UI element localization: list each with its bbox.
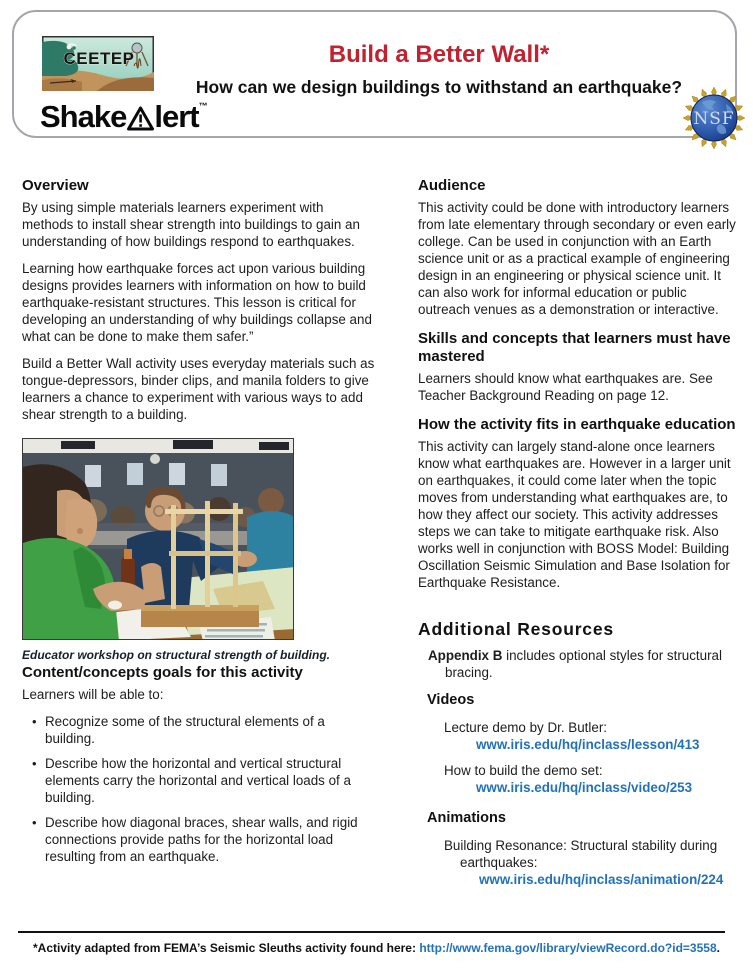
goal-text: Recognize some of the structural elements of a building. bbox=[45, 714, 325, 746]
videos-heading: Videos bbox=[427, 692, 475, 708]
right-column bbox=[418, 177, 740, 897]
workshop-photo bbox=[22, 438, 294, 640]
overview-heading: Overview bbox=[22, 177, 89, 194]
list-item bbox=[32, 814, 376, 865]
workshop-photo-illustration bbox=[23, 439, 294, 640]
header-box bbox=[12, 10, 737, 138]
appendix-note bbox=[428, 647, 740, 681]
appendix-text: includes optional styles for structural bracing. bbox=[445, 648, 722, 680]
appendix-label: Appendix B bbox=[428, 648, 503, 663]
goals-list bbox=[22, 713, 376, 865]
footer-period: . bbox=[716, 941, 720, 955]
shakealert-logo bbox=[40, 100, 208, 134]
video-label: How to build the demo set: bbox=[444, 763, 603, 778]
audience-heading: Audience bbox=[418, 177, 486, 194]
overview-paragraph-2: Learning how earthquake forces act upon various building designs provides learners with information on how to build earthquake-resistant structures. This lesson is critical for developing an understanding of why buildings collapse and what can be done to make them safer.” bbox=[22, 261, 372, 344]
nsf-logo-text: NSF bbox=[693, 109, 735, 129]
animation-link[interactable]: www.iris.edu/hq/inclass/animation/224 bbox=[479, 872, 724, 887]
animation-resource bbox=[444, 837, 740, 888]
shakealert-trademark: ™ bbox=[198, 101, 208, 111]
video-link[interactable]: www.iris.edu/hq/inclass/lesson/413 bbox=[476, 737, 700, 752]
skills-heading: Skills and concepts that learners must have mastered bbox=[418, 330, 731, 365]
additional-resources-heading: Additional Resources bbox=[418, 619, 614, 639]
video-label: Lecture demo by Dr. Butler: bbox=[444, 720, 607, 735]
goals-intro: Learners will be able to: bbox=[22, 687, 164, 702]
goal-text: Describe how diagonal braces, shear walls, and rigid connections provide paths for the horizontal load resulting from an earthquake. bbox=[45, 815, 358, 864]
bullet-icon: • bbox=[32, 714, 37, 729]
title-block bbox=[154, 42, 724, 98]
footer-text: *Activity adapted from FEMA’s Seismic Sleuths activity found here: bbox=[33, 941, 420, 955]
page-subtitle: How can we design buildings to withstand an earthquake? bbox=[195, 77, 683, 97]
shakealert-text-1: Shake bbox=[40, 99, 127, 134]
ceetep-logo-text: CEETEP bbox=[63, 49, 135, 68]
video-resource bbox=[444, 762, 740, 796]
warning-triangle-icon bbox=[127, 106, 154, 131]
list-item bbox=[32, 755, 376, 806]
animations-heading: Animations bbox=[427, 810, 506, 826]
overview-paragraph-3: Build a Better Wall activity uses everyday materials such as tongue-depressors, binder clips, and manila folders to give learners a chance to experiment with various ways to add shear strength to a building. bbox=[22, 356, 375, 422]
video-link[interactable]: www.iris.edu/hq/inclass/video/253 bbox=[476, 780, 693, 795]
video-resource bbox=[444, 719, 740, 753]
overview-paragraph-1: By using simple materials learners experiment with methods to install shear strength into buildings to gain an understanding of how buildings respond to earthquakes. bbox=[22, 200, 360, 249]
nsf-logo-icon bbox=[680, 84, 748, 152]
goals-heading: Content/concepts goals for this activity bbox=[22, 664, 303, 681]
list-item bbox=[32, 713, 376, 747]
fits-heading: How the activity fits in earthquake education bbox=[418, 416, 736, 433]
photo-caption: Educator workshop on structural strength of building. bbox=[22, 648, 331, 662]
skills-body: Learners should know what earthquakes are. See Teacher Background Reading on page 12. bbox=[418, 371, 713, 403]
left-column bbox=[22, 177, 376, 873]
bullet-icon: • bbox=[32, 756, 37, 771]
goal-text: Describe how the horizontal and vertical structural elements carry the horizontal and vertical loads of a building. bbox=[45, 756, 351, 805]
shakealert-text-2: lert bbox=[154, 99, 199, 134]
footer-note bbox=[33, 941, 733, 955]
ceetep-logo-icon bbox=[42, 36, 154, 91]
fits-body: This activity can largely stand-alone once learners know what earthquakes are. However in a larger unit on earthquakes, it could come later when the topic moves from understanding what earthquakes are, to how they affect our society. This activity addresses steps we can take to mitigate earthquake risk. Also works well in conjunction with BOSS Model: Building Oscillation Seismic Simulation and Base Isolation for Earthquake Resistance. bbox=[418, 439, 731, 590]
fema-link[interactable]: http://www.fema.gov/library/viewRecord.do?id=3558 bbox=[419, 941, 717, 955]
footer-divider bbox=[18, 931, 725, 933]
audience-body: This activity could be done with introductory learners from late elementary through secondary or even early college. Can be used in conjunction with an Earth science unit or as a practical example of engineering design in an engineering or physical science unit. It can also work for informal education or public outreach venues as a demonstration or interactive. bbox=[418, 200, 736, 317]
page-title: Build a Better Wall* bbox=[328, 41, 550, 68]
bullet-icon: • bbox=[32, 815, 37, 830]
animation-label: Building Resonance: Structural stability during earthquakes: bbox=[444, 838, 718, 870]
